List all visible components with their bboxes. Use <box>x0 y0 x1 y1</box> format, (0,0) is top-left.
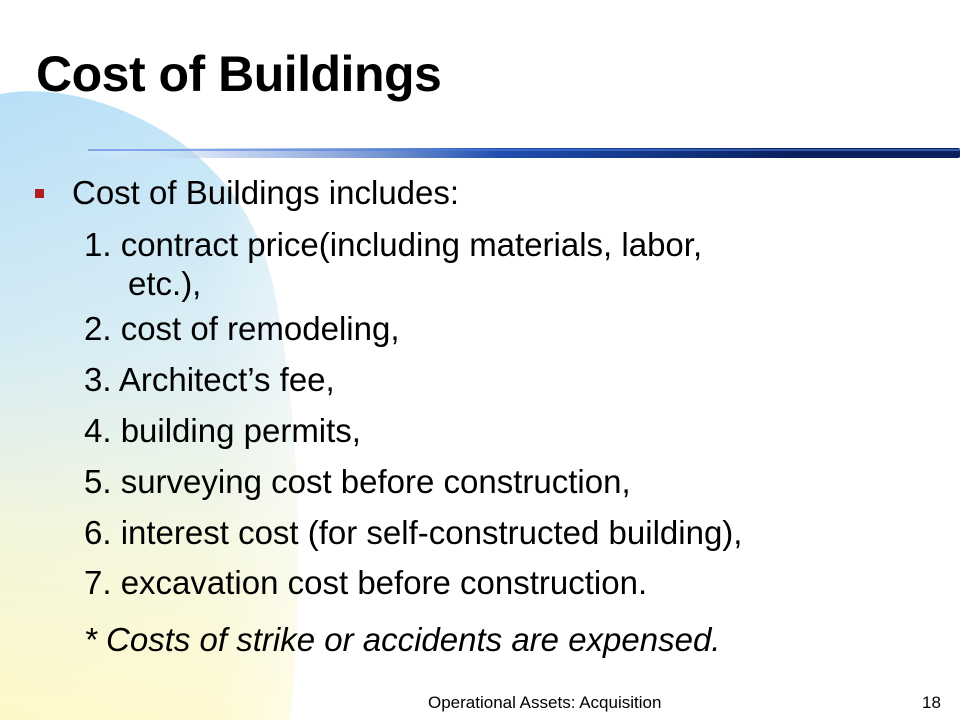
expense-note: * Costs of strike or accidents are expensed. <box>84 621 721 658</box>
list-item-6: 6. interest cost (for self-constructed building), <box>84 514 743 551</box>
list-item-3: 3. Architect’s fee, <box>84 361 335 398</box>
slide-title: Cost of Buildings <box>36 46 442 102</box>
bullet-text: Cost of Buildings includes: <box>72 174 460 211</box>
page-number: 18 <box>922 693 941 712</box>
list-item-1: 1. contract price(including materials, labor, <box>84 226 703 263</box>
footer-title: Operational Assets: Acquisition <box>428 693 662 712</box>
list-item-2: 2. cost of remodeling, <box>84 310 400 347</box>
list-item-4: 4. building permits, <box>84 412 361 449</box>
list-item-5: 5. surveying cost before construction, <box>84 463 631 500</box>
list-item-1-continuation: etc.), <box>128 265 202 302</box>
list-item-7: 7. excavation cost before construction. <box>84 564 648 601</box>
bullet-square-icon <box>35 189 44 198</box>
